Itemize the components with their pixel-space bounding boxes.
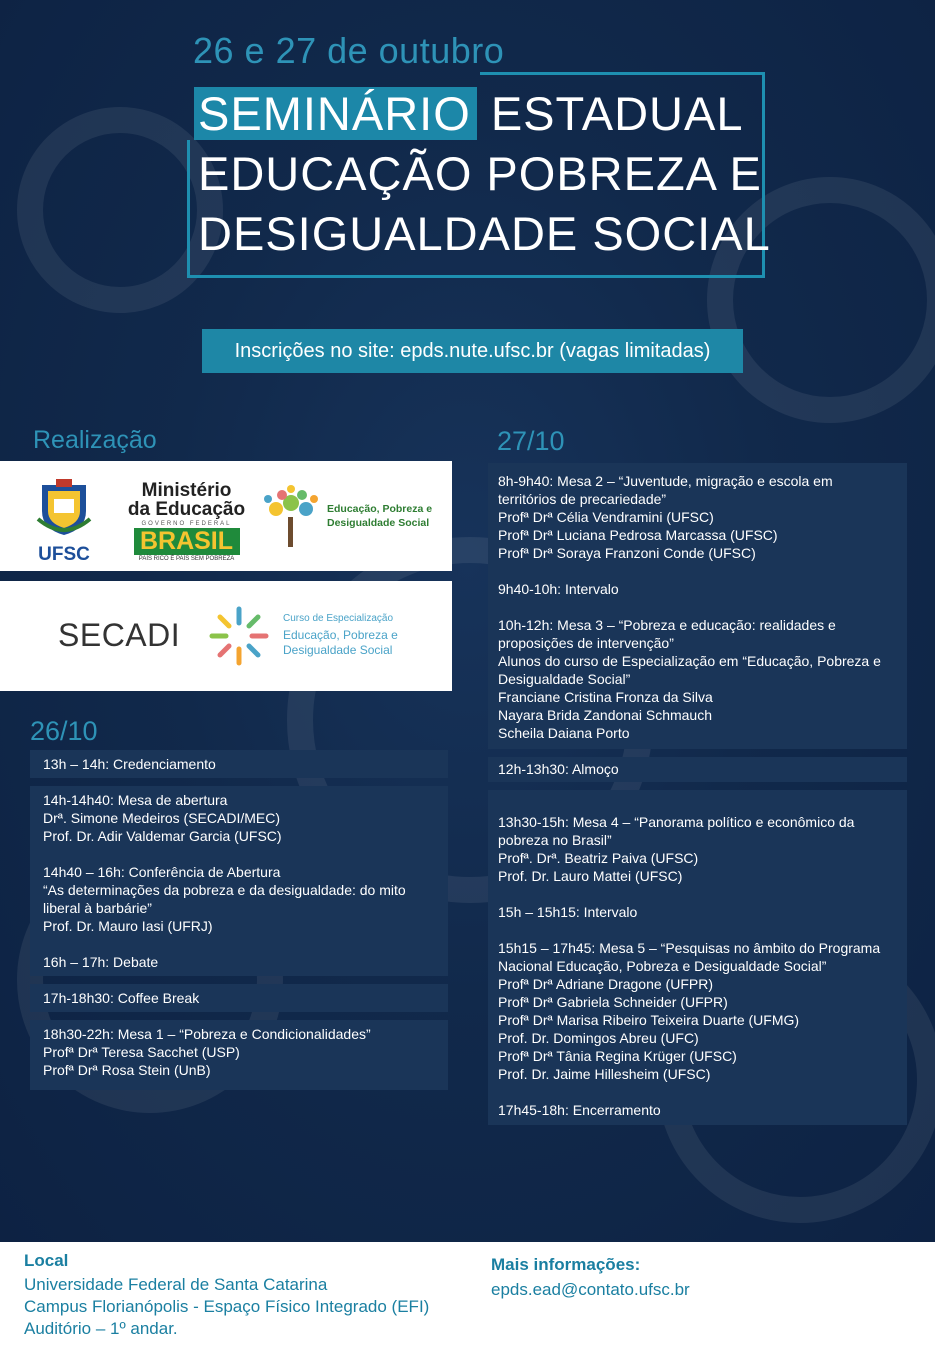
ufsc-text: UFSC [38, 544, 90, 565]
schedule-line: Profª Drª Tânia Regina Krüger (UFSC) [498, 1048, 737, 1064]
schedule-line [498, 562, 897, 580]
day1-block-4 [30, 1020, 448, 1090]
realizacao-label: Realização [33, 426, 157, 454]
day1-block-2-lines [30, 786, 448, 976]
secadi-logo: SECADI [58, 617, 181, 653]
schedule-line: Prof. Dr. Domingos Abreu (UFC) [498, 1030, 699, 1046]
schedule-line: “As determinações da pobreza e da desigualdade: do mito [43, 882, 406, 898]
schedule-line: 18h30-22h: Mesa 1 – “Pobreza e Condicionalidades” [43, 1026, 371, 1042]
schedule-line: Universidade Federal de Santa Catarina [24, 1275, 328, 1294]
day1-label: 26/10 [30, 716, 98, 746]
day2-block-2-lines [488, 757, 907, 781]
schedule-line: 15h15 – 17h45: Mesa 5 – “Pesquisas no âmbito do Programa [498, 940, 881, 956]
event-date: 26 e 27 de outubro [193, 30, 505, 71]
title-line-1 [198, 86, 743, 142]
schedule-line: proposições de intervenção” [498, 635, 674, 651]
title-line-3: DESIGUALDADE SOCIAL [198, 207, 771, 260]
schedule-line [498, 921, 897, 939]
day1-block-3 [30, 984, 448, 1012]
schedule-line: Nacional Educação, Pobreza e Desigualdade Social” [498, 958, 827, 974]
day1-block-3-lines [30, 984, 448, 1012]
schedule-line: Prof. Dr. Mauro Iasi (UFRJ) [43, 918, 213, 934]
logos-band-2 [0, 581, 452, 691]
schedule-line: 14h-14h40: Mesa de abertura [43, 792, 228, 808]
schedule-line [498, 795, 897, 813]
logos-band-1 [0, 461, 452, 571]
mec-gov: GOVERNO FEDERAL [141, 521, 232, 527]
schedule-line: territórios de precariedade” [498, 491, 667, 507]
schedule-line: Profª. Drª. Beatriz Paiva (UFSC) [498, 850, 699, 866]
day1-block-1 [30, 750, 448, 778]
day2-label: 27/10 [497, 426, 565, 456]
schedule-line: 17h-18h30: Coffee Break [43, 990, 200, 1006]
mec-logo [124, 481, 249, 562]
schedule-line: Profª Drª Teresa Sacchet (USP) [43, 1044, 240, 1060]
day1-block-2 [30, 786, 448, 976]
schedule-line: Profª Drª Rosa Stein (UnB) [43, 1062, 211, 1078]
ufsc-crest-icon [34, 475, 94, 537]
brasil-wordmark: BRASIL [134, 528, 240, 555]
day2-block-1-lines [488, 463, 907, 751]
day2-block-2 [488, 757, 907, 782]
schedule-line: Prof. Dr. Adir Valdemar Garcia (UFSC) [43, 828, 282, 844]
course-line0: Curso de Especialização [283, 613, 394, 624]
schedule-line: Profª Drª Marisa Ribeiro Teixeira Duarte (UFMG) [498, 1012, 800, 1028]
day2-block-3-lines [488, 790, 907, 1124]
schedule-line: Profª Drª Luciana Pedrosa Marcassa (UFSC) [498, 527, 778, 543]
schedule-line [43, 935, 435, 953]
schedule-line: liberal à barbárie” [43, 900, 152, 916]
info-email[interactable]: epds.ead@contato.ufsc.br [491, 1280, 690, 1299]
local-lines [24, 1274, 429, 1340]
title-line-1-rest: ESTADUAL [490, 87, 744, 140]
schedule-line: Profª Drª Célia Vendramini (UFSC) [498, 509, 714, 525]
schedule-line: 8h-9h40: Mesa 2 – “Juventude, migração e escola em [498, 473, 833, 489]
schedule-line: 10h-12h: Mesa 3 – “Pobreza e educação: realidades e [498, 617, 836, 633]
schedule-line: 12h-13h30: Almoço [498, 761, 619, 777]
title-frame-bottom [187, 275, 765, 278]
schedule-line: 17h45-18h: Encerramento [498, 1102, 661, 1118]
schedule-line: 15h – 15h15: Intervalo [498, 904, 638, 920]
schedule-line: Profª Drª Gabriela Schneider (UFPR) [498, 994, 728, 1010]
tree-icon [258, 483, 324, 549]
day1-block-4-lines [30, 1020, 448, 1084]
local-label: Local [24, 1251, 69, 1270]
schedule-line [498, 1083, 897, 1101]
schedule-line: 9h40-10h: Intervalo [498, 581, 619, 597]
day1-block-1-lines [30, 750, 448, 778]
schedule-line: Profª Drª Adriane Dragone (UFPR) [498, 976, 713, 992]
epds-text-line2: Desigualdade Social [327, 517, 430, 529]
schedule-line: 16h – 17h: Debate [43, 954, 159, 970]
schedule-line: Profª Drª Soraya Franzoni Conde (UFSC) [498, 545, 756, 561]
schedule-line: 14h40 – 16h: Conferência de Abertura [43, 864, 281, 880]
schedule-line [498, 598, 897, 616]
schedule-line: Franciane Cristina Fronza da Silva [498, 689, 713, 705]
ufsc-logo [34, 475, 94, 563]
footer [0, 1242, 935, 1361]
schedule-line: pobreza no Brasil” [498, 832, 612, 848]
schedule-line: 13h30-15h: Mesa 4 – “Panorama político e econômico da [498, 814, 855, 830]
schedule-line: Prof. Dr. Jaime Hillesheim (UFSC) [498, 1066, 711, 1082]
title-highlight: SEMINÁRIO [194, 87, 477, 140]
epds-logo [258, 483, 438, 553]
schedule-line: Desigualdade Social” [498, 671, 631, 687]
course-line2: Desigualdade Social [283, 643, 393, 657]
mec-line2: da Educação [127, 499, 246, 520]
day2-block-3 [488, 790, 907, 1125]
day2-block-1 [488, 463, 907, 749]
course-line1: Educação, Pobreza e [283, 628, 398, 642]
schedule-line: Alunos do curso de Especialização em “Educação, Pobreza e [498, 653, 881, 669]
schedule-line: Campus Florianópolis - Espaço Físico Integrado (EFI) [24, 1297, 430, 1316]
title-frame-left [187, 140, 190, 278]
info-label: Mais informações: [491, 1255, 641, 1274]
schedule-line: Auditório – 1º andar. [24, 1319, 178, 1338]
course-emblem-icon [208, 605, 270, 667]
mec-line1: Ministério [141, 480, 232, 501]
title-frame-top [480, 72, 765, 75]
schedule-line: Scheila Daiana Porto [498, 725, 630, 741]
schedule-line [498, 885, 897, 903]
brasil-slogan: PAÍS RICO É PAÍS SEM POBREZA [138, 556, 235, 562]
schedule-line: Drª. Simone Medeiros (SECADI/MEC) [43, 810, 281, 826]
schedule-line: Prof. Dr. Lauro Mattei (UFSC) [498, 868, 683, 884]
title-line-2: EDUCAÇÃO POBREZA E [198, 147, 762, 200]
schedule-line: Nayara Brida Zandonai Schmauch [498, 707, 713, 723]
schedule-line [43, 845, 435, 863]
epds-text-line1: Educação, Pobreza e [327, 503, 433, 515]
schedule-line: 13h – 14h: Credenciamento [43, 756, 216, 772]
registration-banner[interactable]: Inscrições no site: epds.nute.ufsc.br (vagas limitadas) [202, 329, 743, 373]
